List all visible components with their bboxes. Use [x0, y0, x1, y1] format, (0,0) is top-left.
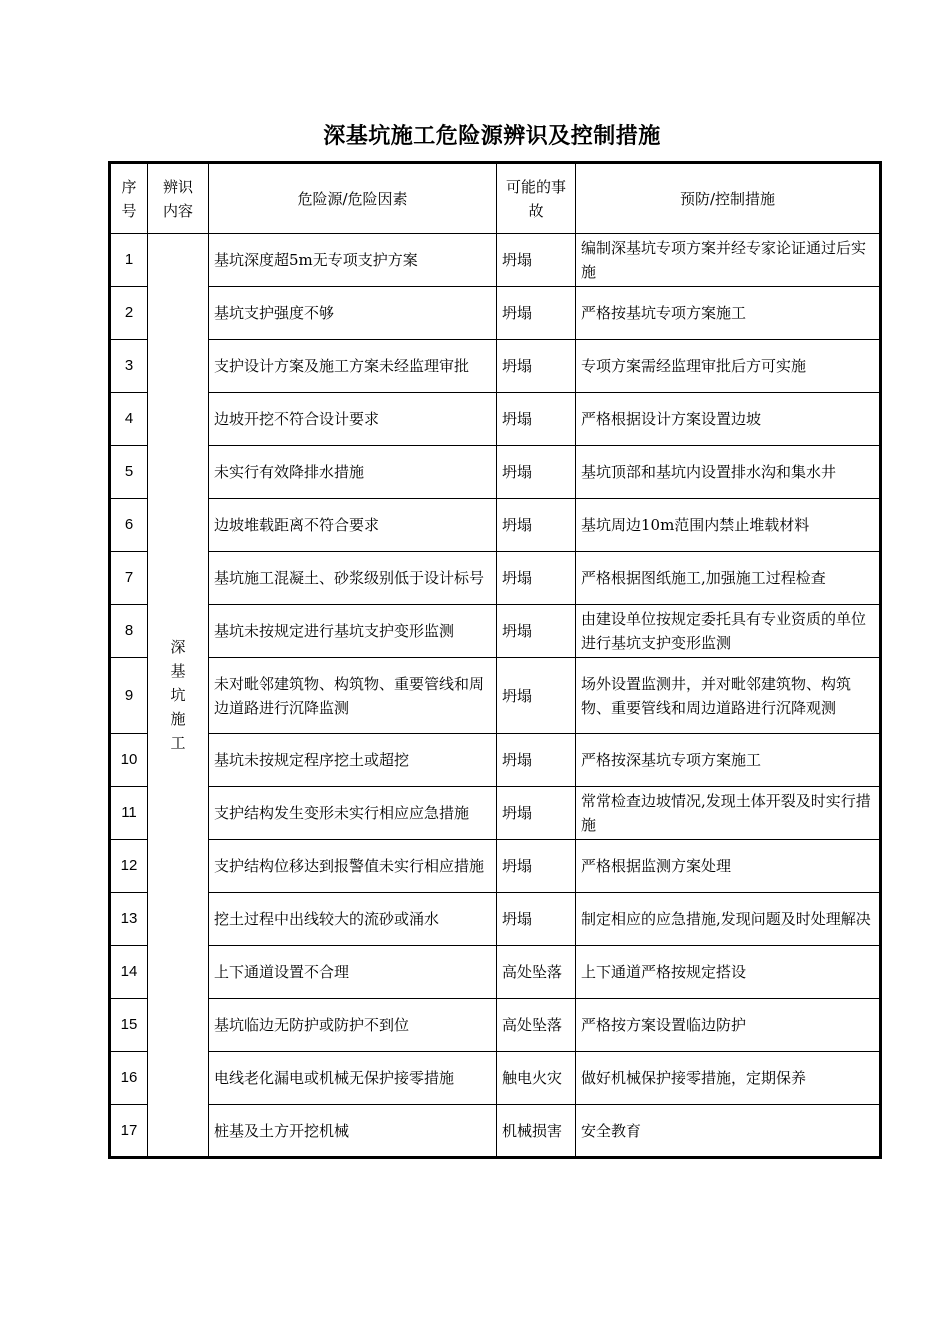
header-accident: 可能的事故	[497, 163, 576, 234]
hazard-cell: 未实行有效降排水措施	[209, 446, 497, 499]
table-row	[110, 552, 881, 605]
hazard-cell: 挖土过程中出线较大的流砂或涌水	[209, 893, 497, 946]
hazard-cell: 基坑深度超5m无专项支护方案	[209, 234, 497, 287]
accident-cell: 触电火灾	[497, 1052, 576, 1105]
accident-cell: 坍塌	[497, 499, 576, 552]
accident-cell: 坍塌	[497, 340, 576, 393]
header-measures: 预防/控制措施	[576, 163, 881, 234]
measure-cell: 安全教育	[576, 1105, 881, 1158]
table-row	[110, 605, 881, 658]
hazard-cell: 电线老化漏电或机械无保护接零措施	[209, 1052, 497, 1105]
table-row	[110, 734, 881, 787]
hazard-cell: 支护设计方案及施工方案未经监理审批	[209, 340, 497, 393]
accident-cell: 坍塌	[497, 734, 576, 787]
measure-cell: 基坑周边10m范围内禁止堆载材料	[576, 499, 881, 552]
accident-cell: 坍塌	[497, 446, 576, 499]
table-row	[110, 1105, 881, 1158]
hazard-cell: 未对毗邻建筑物、构筑物、重要管线和周边道路进行沉降监测	[209, 658, 497, 734]
header-number: 序号	[110, 163, 148, 234]
accident-cell: 高处坠落	[497, 999, 576, 1052]
measure-cell: 严格按基坑专项方案施工	[576, 287, 881, 340]
measure-cell: 场外设置监测井，并对毗邻建筑物、构筑物、重要管线和周边道路进行沉降观测	[576, 658, 881, 734]
accident-cell: 坍塌	[497, 393, 576, 446]
hazard-cell: 支护结构发生变形未实行相应应急措施	[209, 787, 497, 840]
row-number: 3	[110, 340, 148, 393]
accident-cell: 坍塌	[497, 287, 576, 340]
hazard-cell: 基坑未按规定程序挖土或超挖	[209, 734, 497, 787]
table-row	[110, 234, 881, 287]
table-row	[110, 287, 881, 340]
row-number: 10	[110, 734, 148, 787]
table-row	[110, 840, 881, 893]
measure-cell: 做好机械保护接零措施，定期保养	[576, 1052, 881, 1105]
row-number: 12	[110, 840, 148, 893]
page-title: 深基坑施工危险源辨识及控制措施	[323, 123, 661, 149]
hazard-cell: 上下通道设置不合理	[209, 946, 497, 999]
category-cell	[148, 234, 209, 1158]
measure-cell: 基坑顶部和基坑内设置排水沟和集水井	[576, 446, 881, 499]
row-number: 15	[110, 999, 148, 1052]
row-number: 4	[110, 393, 148, 446]
row-number: 8	[110, 605, 148, 658]
table-row	[110, 999, 881, 1052]
measure-cell: 编制深基坑专项方案并经专家论证通过后实施	[576, 234, 881, 287]
row-number: 6	[110, 499, 148, 552]
hazard-cell: 边坡堆载距离不符合要求	[209, 499, 497, 552]
accident-cell: 坍塌	[497, 840, 576, 893]
accident-cell: 坍塌	[497, 893, 576, 946]
row-number: 13	[110, 893, 148, 946]
header-row	[110, 163, 881, 234]
table-row	[110, 1052, 881, 1105]
measure-cell: 常常检查边坡情况,发现土体开裂及时实行措施	[576, 787, 881, 840]
row-number: 1	[110, 234, 148, 287]
accident-cell: 坍塌	[497, 658, 576, 734]
measure-cell: 严格根据监测方案处理	[576, 840, 881, 893]
table-row	[110, 893, 881, 946]
table-row	[110, 393, 881, 446]
row-number: 2	[110, 287, 148, 340]
row-number: 7	[110, 552, 148, 605]
measure-cell: 严格按深基坑专项方案施工	[576, 734, 881, 787]
hazard-cell: 基坑支护强度不够	[209, 287, 497, 340]
measure-cell: 专项方案需经监理审批后方可实施	[576, 340, 881, 393]
measure-cell: 严格按方案设置临边防护	[576, 999, 881, 1052]
hazard-cell: 支护结构位移达到报警值未实行相应措施	[209, 840, 497, 893]
measure-cell: 上下通道严格按规定搭设	[576, 946, 881, 999]
table-row	[110, 446, 881, 499]
row-number: 5	[110, 446, 148, 499]
table-row	[110, 946, 881, 999]
header-hazard: 危险源/危险因素	[209, 163, 497, 234]
category-label: 深基坑施工	[170, 638, 186, 752]
accident-cell: 坍塌	[497, 234, 576, 287]
hazard-cell: 边坡开挖不符合设计要求	[209, 393, 497, 446]
measure-cell: 制定相应的应急措施,发现问题及时处理解决	[576, 893, 881, 946]
measure-cell: 严格根据图纸施工,加强施工过程检查	[576, 552, 881, 605]
table-row	[110, 787, 881, 840]
hazard-cell: 基坑未按规定进行基坑支护变形监测	[209, 605, 497, 658]
hazard-cell: 基坑施工混凝土、砂浆级别低于设计标号	[209, 552, 497, 605]
row-number: 11	[110, 787, 148, 840]
table-row	[110, 340, 881, 393]
table-row	[110, 658, 881, 734]
row-number: 16	[110, 1052, 148, 1105]
row-number: 14	[110, 946, 148, 999]
measure-cell: 严格根据设计方案设置边坡	[576, 393, 881, 446]
measure-cell: 由建设单位按规定委托具有专业资质的单位进行基坑支护变形监测	[576, 605, 881, 658]
table-row	[110, 499, 881, 552]
accident-cell: 高处坠落	[497, 946, 576, 999]
accident-cell: 坍塌	[497, 605, 576, 658]
accident-cell: 坍塌	[497, 787, 576, 840]
row-number: 9	[110, 658, 148, 734]
hazard-cell: 基坑临边无防护或防护不到位	[209, 999, 497, 1052]
header-category: 辨识内容	[148, 163, 209, 234]
hazard-table	[108, 161, 882, 1159]
row-number: 17	[110, 1105, 148, 1158]
accident-cell: 坍塌	[497, 552, 576, 605]
hazard-cell: 桩基及土方开挖机械	[209, 1105, 497, 1158]
accident-cell: 机械损害	[497, 1105, 576, 1158]
